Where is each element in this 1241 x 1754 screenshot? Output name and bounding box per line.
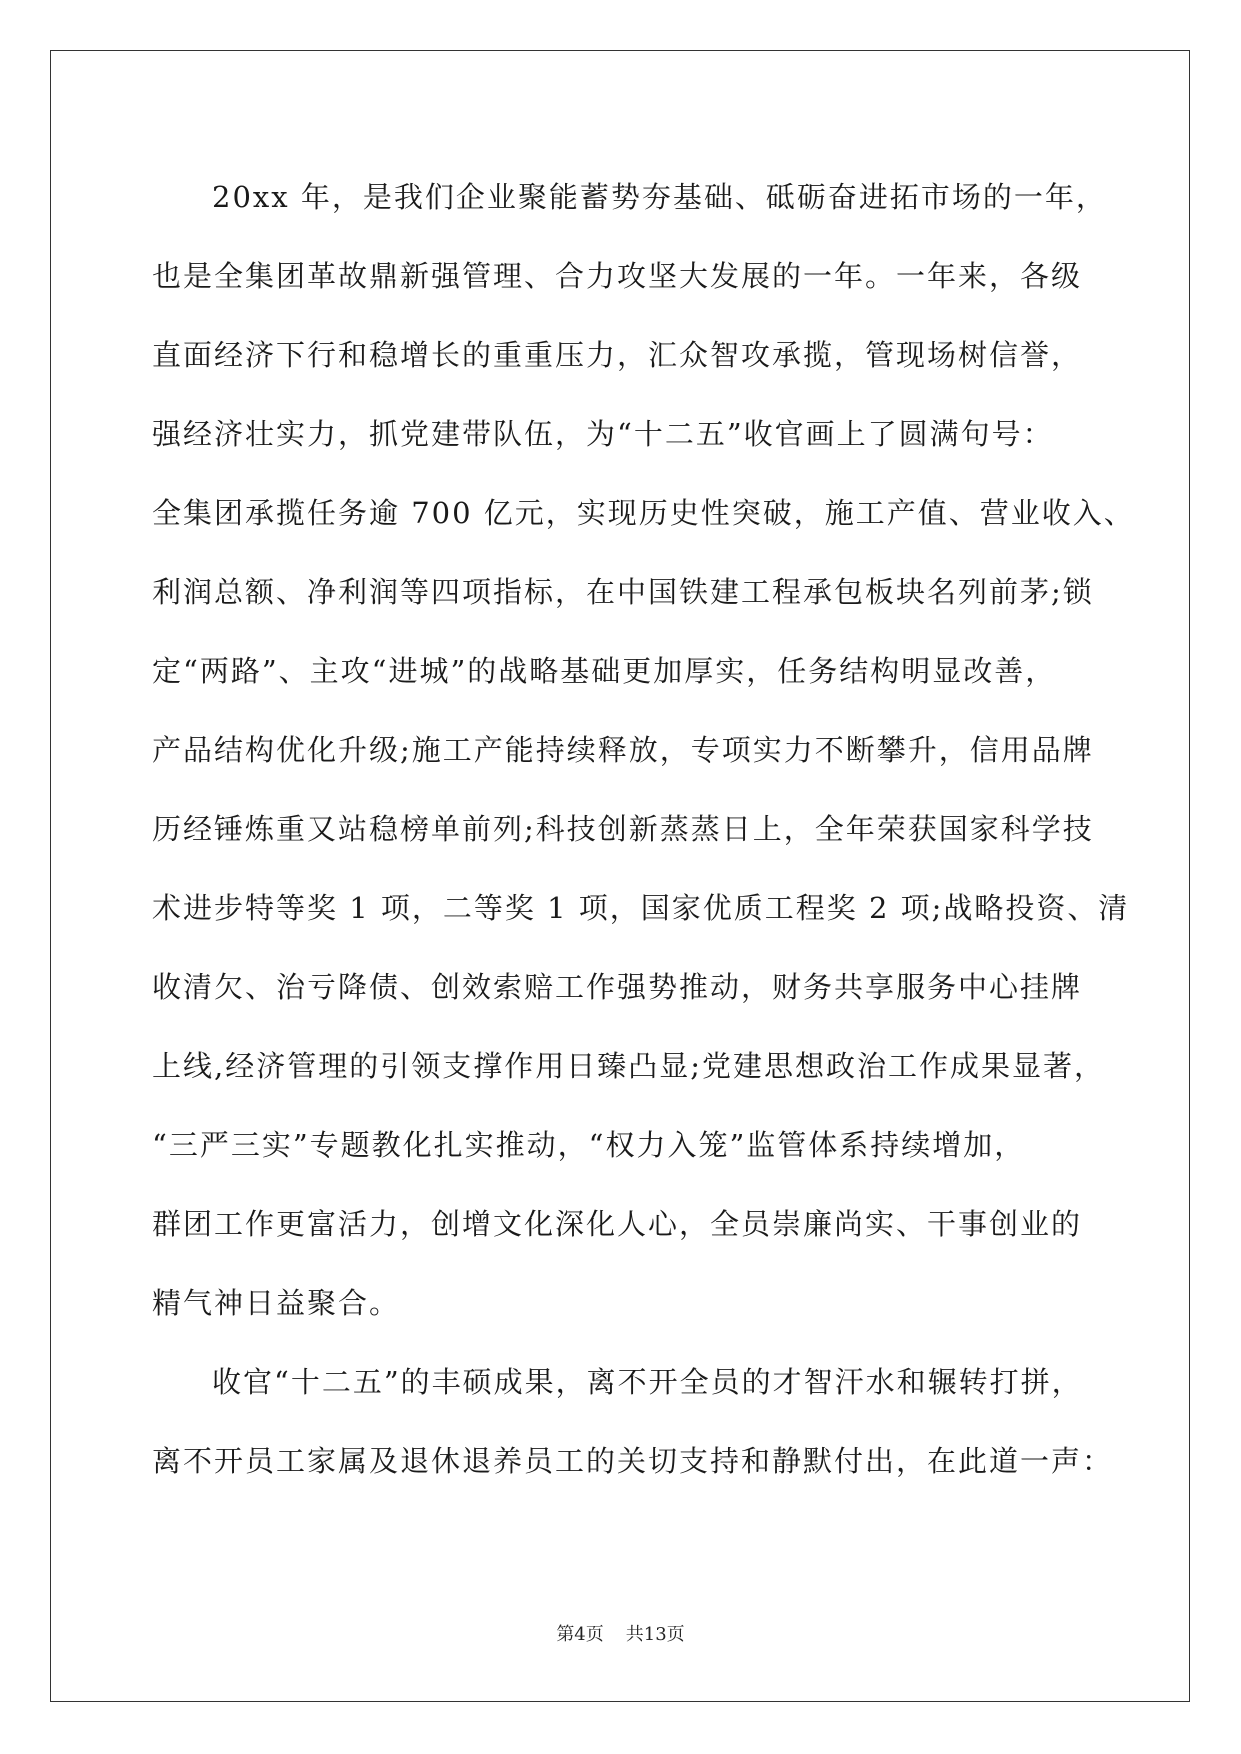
- paragraph-1-line-14: 群团工作更富活力，创增文化深化人心，全员崇廉尚实、干事创业的: [152, 1207, 1083, 1241]
- paragraph-1-line-4: 强经济壮实力，抓党建带队伍，为“十二五”收官画上了圆满句号：: [152, 417, 1054, 451]
- paragraph-1-line-10: 术进步特等奖 1 项，二等奖 1 项，国家优质工程奖 2 项;战略投资、清: [152, 891, 1130, 925]
- paragraph-1-line-11: 收清欠、治亏降债、创效索赔工作强势推动，财务共享服务中心挂牌: [152, 970, 1083, 1004]
- paragraph-1-line-15: 精气神日益聚合。: [152, 1286, 401, 1320]
- page-number: 第4页: [556, 1624, 604, 1645]
- paragraph-1-line-1: 20xx 年，是我们企业聚能蓄势夯基础、砥砺奋进拓市场的一年，: [212, 180, 1107, 214]
- document-body: [152, 158, 1135, 1501]
- paragraph-1-line-6: 利润总额、净利润等四项指标，在中国铁建工程承包板块名列前茅;锁: [152, 575, 1094, 609]
- total-pages: 共13页: [625, 1624, 685, 1645]
- paragraph-1-line-7: 定“两路”、主攻“进城”的战略基础更加厚实，任务结构明显改善，: [152, 654, 1057, 688]
- paragraph-1-line-3: 直面经济下行和稳增长的重重压力，汇众智攻承揽，管现场树信誉，: [152, 338, 1083, 372]
- paragraph-1-line-12: 上线,经济管理的引领支撑作用日臻凸显;党建思想政治工作成果显著，: [152, 1049, 1105, 1083]
- paragraph-1-line-8: 产品结构优化升级;施工产能持续释放，专项实力不断攀升，信用品牌: [152, 733, 1094, 767]
- paragraph-1-line-5: 全集团承揽任务逾 700 亿元，实现历史性突破，施工产值、营业收入、: [152, 496, 1135, 530]
- paragraph-1-line-9: 历经锤炼重又站稳榜单前列;科技创新蒸蒸日上，全年荣获国家科学技: [152, 812, 1094, 846]
- paragraph-1-line-2: 也是全集团革故鼎新强管理、合力攻坚大发展的一年。一年来，各级: [152, 259, 1083, 293]
- paragraph-1-line-13: “三严三实”专题教化扎实推动，“权力入笼”监管体系持续增加，: [152, 1128, 1026, 1162]
- page-footer: [0, 1620, 1241, 1646]
- paragraph-2-line-1: 收官“十二五”的丰硕成果，离不开全员的才智汗水和辗转打拼，: [212, 1365, 1083, 1399]
- paragraph-2-line-2: 离不开员工家属及退休退养员工的关切支持和静默付出，在此道一声：: [152, 1444, 1114, 1478]
